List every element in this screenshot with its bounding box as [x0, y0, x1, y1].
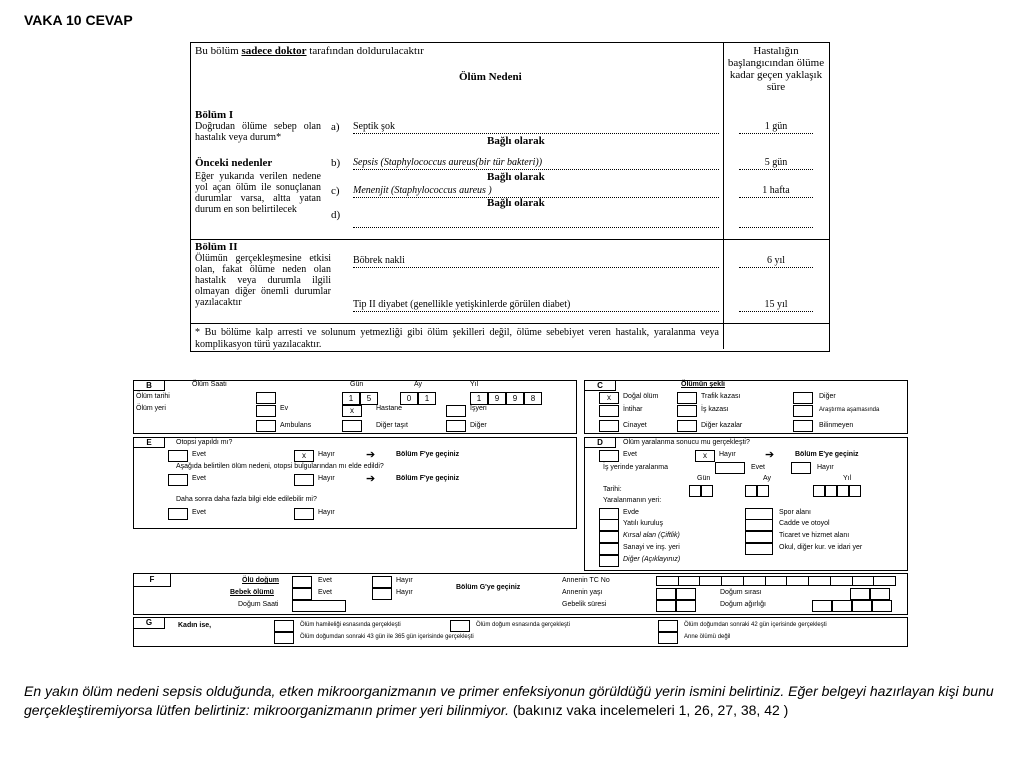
injury-month-box[interactable]: [757, 485, 769, 497]
section-code: G: [134, 618, 165, 629]
birth-weight-box[interactable]: [812, 600, 832, 612]
section-c: [584, 380, 908, 434]
part2-title: Bölüm II: [195, 241, 238, 253]
other-accident-checkbox[interactable]: [677, 420, 697, 432]
injury-yes-checkbox[interactable]: [599, 450, 619, 462]
no-label: Hayır: [817, 464, 834, 471]
if-female-label: Kadın ise,: [178, 622, 212, 629]
month-digit[interactable]: 0: [400, 392, 418, 405]
year-label: Yıl: [470, 381, 479, 388]
month-label: Ay: [763, 475, 772, 482]
injury-place-label: Yatılı kuruluş: [623, 520, 663, 527]
birth-weight-box[interactable]: [832, 600, 852, 612]
arrow-right-icon: ➔: [765, 449, 775, 461]
birth-time-box[interactable]: [292, 600, 346, 612]
injury-year-box[interactable]: [813, 485, 825, 497]
traffic-accident-label: Trafik kazası: [701, 393, 741, 400]
day-label: Gün: [350, 381, 364, 388]
other-vehicle-label: Diğer taşıt: [376, 422, 408, 429]
section-b: [133, 380, 577, 434]
injury-place-checkbox[interactable]: [599, 555, 619, 567]
birth-time-label: Doğum Saati: [238, 601, 279, 608]
section-code: C: [585, 381, 616, 391]
line-letter: c): [331, 185, 340, 197]
other-manner-label: Diğer: [819, 393, 836, 400]
section-code: F: [134, 574, 171, 587]
injury-place-checkbox[interactable]: [599, 531, 619, 543]
workplace-label: İşyeri: [470, 405, 487, 412]
injury-place-label: Diğer (Açıklayınız): [623, 556, 681, 563]
line-letter: a): [331, 121, 340, 133]
autopsy-yes-checkbox[interactable]: [168, 450, 188, 462]
year-digit[interactable]: 9: [488, 392, 506, 405]
more-info-no-checkbox[interactable]: [294, 508, 314, 520]
not-maternal-checkbox[interactable]: [658, 632, 678, 644]
gestation-box[interactable]: [656, 600, 676, 612]
birth-death-checkbox[interactable]: [450, 620, 470, 632]
other-place-label: Diğer: [470, 422, 487, 429]
death-place-label: Ölüm yeri: [136, 405, 166, 412]
gestation-box[interactable]: [676, 600, 696, 612]
doctor-only-note: Bu bölüm sadece doktor tarafından doldurulacaktır: [195, 45, 424, 57]
source-no-checkbox[interactable]: [294, 474, 314, 486]
manner-of-death-title: Ölümün şekli: [681, 381, 725, 388]
natural-death-label: Doğal ölüm: [623, 393, 659, 400]
workplace-checkbox[interactable]: [446, 405, 466, 417]
year-digit[interactable]: 1: [470, 392, 488, 405]
work-accident-checkbox[interactable]: [677, 405, 697, 417]
section-code: B: [134, 381, 165, 391]
injury-place-label: Spor alanı: [779, 509, 811, 516]
suicide-label: İntihar: [623, 406, 643, 413]
duration-line-a: 1 gün: [739, 121, 813, 134]
hospital-label: Hastane: [376, 405, 403, 412]
section-code: E: [134, 438, 165, 448]
death-time-box[interactable]: [256, 392, 276, 404]
injury-place-label: Kırsal alan (Çiftlik): [623, 532, 680, 539]
injury-date-label: Tarihi:: [603, 486, 622, 493]
duration-line-c: 1 hafta: [739, 185, 813, 198]
yes-label: Evet: [192, 475, 207, 482]
not-maternal-label: Anne ölümü değil: [684, 634, 731, 640]
due-to-label: Bağlı olarak: [487, 135, 545, 147]
injury-year-box[interactable]: [825, 485, 837, 497]
under-investigation-checkbox[interactable]: [793, 405, 813, 417]
autopsy-no-checkbox[interactable]: x: [294, 450, 314, 462]
arrow-right-icon: ➔: [366, 449, 376, 461]
day-digit[interactable]: 5: [360, 392, 378, 405]
birth-weight-label: Doğum ağırlığı: [720, 601, 766, 608]
cause-line-c: Menenjit (Staphylococcus aureus ): [353, 185, 719, 198]
ambulance-checkbox[interactable]: [256, 420, 276, 432]
home-label: Ev: [280, 405, 289, 412]
birth-weight-box[interactable]: [872, 600, 892, 612]
homicide-label: Cinayet: [623, 422, 647, 429]
stillbirth-label: Ölü doğum: [242, 577, 279, 584]
part1-description: Doğrudan ölüme sebep olan hastalık veya durum*: [195, 121, 321, 143]
no-label: Hayır: [719, 451, 736, 458]
unknown-checkbox[interactable]: [793, 420, 813, 432]
autopsy-question: Otopsi yapıldı mı?: [176, 439, 233, 446]
duration-line-d: [739, 215, 813, 228]
injury-place-checkbox[interactable]: [745, 519, 773, 531]
month-label: Ay: [414, 381, 423, 388]
source-yes-checkbox[interactable]: [168, 474, 188, 486]
infant-death-no-checkbox[interactable]: [372, 588, 392, 600]
no-label: Hayır: [396, 577, 413, 584]
cause-line-a: Septik şok: [353, 121, 719, 134]
part2-duration-1: 6 yıl: [739, 255, 813, 268]
infant-death-yes-checkbox[interactable]: [292, 588, 312, 600]
injury-year-box[interactable]: [849, 485, 861, 497]
mother-age-label: Annenin yaşı: [562, 589, 603, 596]
injury-place-checkbox[interactable]: [599, 519, 619, 531]
injury-place-label: Ticaret ve hizmet alanı: [779, 532, 850, 539]
injury-no-checkbox[interactable]: x: [695, 450, 715, 462]
more-info-question: Daha sonra daha fazla bilgi elde edilebilir mi?: [176, 496, 317, 503]
work-injury-no-checkbox[interactable]: [791, 462, 811, 474]
other-accident-label: Diğer kazalar: [701, 422, 743, 429]
part2-line-2: Tip II diyabet (genellikle yetişkinlerde görülen diabet): [353, 299, 719, 312]
no-label: Hayır: [318, 475, 335, 482]
birth-order-box[interactable]: [870, 588, 890, 600]
natural-death-checkbox[interactable]: x: [599, 392, 619, 404]
question-text: [24, 682, 1000, 720]
slide-heading: VAKA 10 CEVAP: [24, 12, 133, 28]
pregnancy-death-checkbox[interactable]: [274, 620, 294, 632]
section-d: [584, 437, 908, 571]
injury-question: Ölüm yaralanma sonucu mu gerçekleşti?: [623, 439, 750, 446]
injury-place-label: Okul, diğer kur. ve idari yer: [779, 544, 863, 551]
work-accident-label: İş kazası: [701, 406, 729, 413]
injury-place-label: Evde: [623, 509, 639, 516]
question-italic: En yakın ölüm nedeni sepsis olduğunda, etken mikroorganizmanın ve primer enfeksiyonun görüldüğü yerin ismini belirtiniz. Eğer belgeyi hazırlayan kişi bunu gerçekleştiremiyorsa lütfen belirtiniz: mikroorganizmanın primer yeri bilinmiyor.: [24, 683, 994, 718]
under-investigation-label: Araştırma aşamasında: [819, 407, 880, 413]
yes-label: Evet: [318, 589, 333, 596]
injury-day-box[interactable]: [701, 485, 713, 497]
year-digit[interactable]: 9: [506, 392, 524, 405]
injury-place-checkbox[interactable]: [745, 531, 773, 543]
prior-causes-description: Eğer yukarıda verilen nedene yol açan ölüm ile sonuçlanan durumlar varsa, altta yatan durum en son belirtilecek: [195, 171, 321, 215]
mother-tc-boxes[interactable]: [656, 576, 896, 586]
home-checkbox[interactable]: [256, 405, 276, 417]
injury-place-label: Sanayi ve inş. yeri: [623, 544, 680, 551]
yes-label: Evet: [318, 577, 333, 584]
part2-line-1: Böbrek nakli: [353, 255, 719, 268]
stillbirth-no-checkbox[interactable]: [372, 576, 392, 588]
part2-description: Ölümün gerçekleşmesine etkisi olan, fakat ölüme neden olan hastalık veya durumla ilgili olmayan diğer önemli durumlar yazılacaktır: [195, 253, 331, 308]
year-label: Yıl: [843, 475, 852, 482]
gestation-label: Gebelik süresi: [562, 601, 607, 608]
injury-place-label: Cadde ve otoyol: [779, 520, 830, 527]
arrow-right-icon: ➔: [366, 473, 376, 485]
suicide-checkbox[interactable]: [599, 405, 619, 417]
pregnancy-death-label: Ölüm hamileliği esnasında gerçekleşti: [300, 622, 401, 628]
month-digit[interactable]: 1: [418, 392, 436, 405]
injury-month-box[interactable]: [745, 485, 757, 497]
work-injury-label: İş yerinde yaralanma: [603, 464, 668, 471]
no-label: Hayır: [318, 509, 335, 516]
section-e: [133, 437, 577, 529]
footnote: * Bu bölüme kalp arresti ve solunum yetmezliği gibi ölüm şekilleri değil, ölüme sebebiyet veren hastalık, yaralanma veya komplikasyon türü yazılacaktır.: [195, 327, 719, 350]
section-f: [133, 573, 908, 615]
goto-f-label: Bölüm F'ye geçiniz: [396, 451, 460, 458]
other-place-checkbox[interactable]: [446, 420, 466, 432]
birth-order-label: Doğum sırası: [720, 589, 762, 596]
hospital-checkbox[interactable]: x: [342, 405, 362, 417]
unknown-label: Bilinmeyen: [819, 422, 854, 429]
due-to-label: Bağlı olarak: [487, 171, 545, 183]
cause-line-b: Sepsis (Staphylococcus aureus(bir tür bakteri)): [353, 157, 719, 170]
cause-of-death-table: [190, 42, 830, 352]
postpartum-42-checkbox[interactable]: [658, 620, 678, 632]
line-letter: d): [331, 209, 341, 221]
section-code: D: [585, 438, 616, 448]
day-label: Gün: [697, 475, 711, 482]
traffic-accident-checkbox[interactable]: [677, 392, 697, 404]
stillbirth-yes-checkbox[interactable]: [292, 576, 312, 588]
yes-label: Evet: [192, 509, 207, 516]
injury-place-checkbox[interactable]: [745, 543, 773, 555]
no-label: Hayır: [396, 589, 413, 596]
more-info-yes-checkbox[interactable]: [168, 508, 188, 520]
duration-column-header: Hastalığın başlangıcından ölüme kadar geçen yaklaşık süre: [727, 45, 825, 93]
yes-label: Evet: [751, 464, 766, 471]
injury-place-checkbox[interactable]: [599, 543, 619, 555]
part2-duration-2: 15 yıl: [739, 299, 813, 312]
cause-line-d: [353, 215, 719, 228]
postpartum-365-label: Ölüm doğumdan sonraki 43 gün ile 365 gün içerisinde gerçekleşti: [300, 634, 474, 640]
death-time-label: Ölüm Saati: [192, 381, 227, 388]
homicide-checkbox[interactable]: [599, 420, 619, 432]
mother-tc-label: Annenin TC No: [562, 577, 610, 584]
no-label: Hayır: [318, 451, 335, 458]
other-manner-checkbox[interactable]: [793, 392, 813, 404]
death-date-label: Ölüm tarihi: [136, 393, 170, 400]
prior-causes-title: Önceki nedenler: [195, 157, 273, 169]
section-g: [133, 617, 908, 647]
day-digit[interactable]: 1: [342, 392, 360, 405]
year-digit[interactable]: 8: [524, 392, 542, 405]
birth-order-box[interactable]: [850, 588, 870, 600]
due-to-label: Bağlı olarak: [487, 197, 545, 209]
postpartum-42-label: Ölüm doğumdan sonraki 42 gün içerisinde gerçekleşti: [684, 622, 827, 628]
birth-death-label: Ölüm doğum esnasında gerçekleşti: [476, 622, 571, 628]
line-letter: b): [331, 157, 341, 169]
question-reference: (bakınız vaka incelemeleri 1, 26, 27, 38, 42 ): [508, 702, 789, 718]
injury-day-box[interactable]: [689, 485, 701, 497]
part1-title: Bölüm I: [195, 109, 234, 121]
autopsy-source-question: Aşağıda belirtilen ölüm nedeni, otopsi bulgularından mı elde edildi?: [176, 463, 384, 470]
goto-e-label: Bölüm E'ye geçiniz: [795, 451, 859, 458]
goto-g-label: Bölüm G'ye geçiniz: [456, 584, 521, 591]
yes-label: Evet: [192, 451, 207, 458]
injury-year-box[interactable]: [837, 485, 849, 497]
ambulance-label: Ambulans: [280, 422, 312, 429]
duration-line-b: 5 gün: [739, 157, 813, 170]
mother-age-box[interactable]: [676, 588, 696, 600]
birth-weight-box[interactable]: [852, 600, 872, 612]
yes-label: Evet: [623, 451, 638, 458]
infant-death-label: Bebek ölümü: [230, 589, 274, 596]
work-injury-yes-checkbox[interactable]: [715, 462, 745, 474]
postpartum-365-checkbox[interactable]: [274, 632, 294, 644]
cause-column-title: Ölüm Nedeni: [459, 71, 522, 83]
injury-place-question: Yaralanmanın yeri:: [603, 497, 662, 504]
goto-f-label: Bölüm F'ye geçiniz: [396, 475, 460, 482]
mother-age-box[interactable]: [656, 588, 676, 600]
other-vehicle-checkbox[interactable]: [342, 420, 362, 432]
